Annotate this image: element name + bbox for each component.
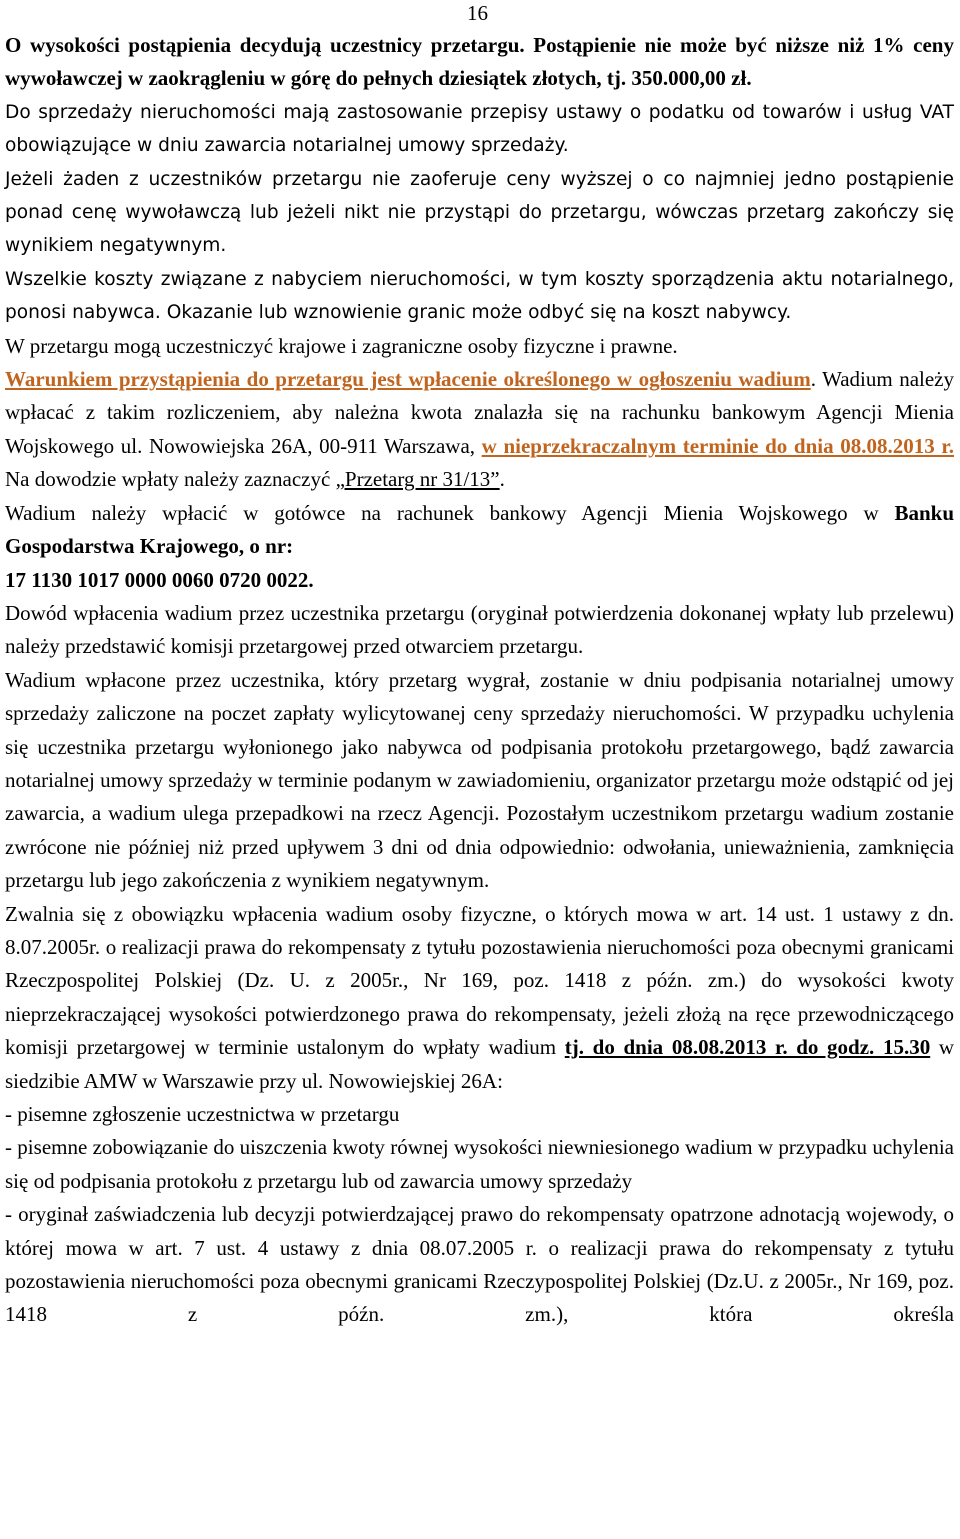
account-number: 17 1130 1017 0000 0060 0720 0022. bbox=[5, 567, 314, 592]
list-item: - pisemne zobowiązanie do uiszczenia kwoty równej wysokości niewniesionego wadium w przypadku uchylenia się od podpisania protokołu z przetargu lub od zawarcia umowy sprzedaży bbox=[5, 1135, 954, 1193]
exemption-deadline: tj. do dnia 08.08.2013 r. do godz. 15.30 bbox=[564, 1035, 931, 1060]
paragraph-exemption: Zwalnia się z obowiązku wpłacenia wadium osoby fizyczne, o których mowa w art. 14 ust. 1 ustawy z dn. 8.07.2005r. o realizacji prawa do rekompensaty z tytułu pozostawienia nieruchomości poza obecnymi granicami Rzeczpospolitej Polskiej (Dz. U. z 2005r., Nr 169, poz. 1418 z późn. zm.) do wysokości kwoty nieprzekraczającej wysokości potwierdzonego prawa do rekompensaty, jeżeli złożą na ręce przewodniczącego komisji przetargowej w terminie ustalonym do wpłaty wadium tj. do dnia 08.08.2013 r. do godz. 15.30 w siedzibie AMW w Warszawie przy ul. Nowowiejskiej 26A: bbox=[5, 901, 955, 1093]
paragraph-participants: W przetargu mogą uczestniczyć krajowe i zagraniczne osoby fizyczne i prawne. bbox=[5, 333, 678, 358]
paragraph-bank-account: Wadium należy wpłacić w gotówce na rachunek bankowy Agencji Mienia Wojskowego w Banku Gospodarstwa Krajowego, o nr: 17 1130 1017 0000 0060 0720 0022. bbox=[5, 500, 954, 592]
paragraph-costs: Wszelkie koszty związane z nabyciem nieruchomości, w tym koszty sporządzenia aktu notarialnego, ponosi nabywca. Okazanie lub wznowienie granic może odbyć się na koszt nabywcy. bbox=[5, 268, 954, 324]
paragraph-vat: Do sprzedaży nieruchomości mają zastosowanie przepisy ustawy o podatku od towarów i usług VAT obowiązujące w dniu zawarcia notarialnej umowy sprzedaży. bbox=[5, 101, 954, 157]
list-item: - oryginał zaświadczenia lub decyzji potwierdzającej prawo do rekompensaty opatrzone adnotacją wojewody, o której mowa w art. 7 ust. 4 ustawy z dnia 08.07.2005 r. o realizacji prawa do rekompensaty z tytułu pozostawienia nieruchomości poza obecnymi granicami Rzeczypospolitej Polskiej (Dz.U. z 2005r., Nr 169, poz. 1418 z późn. zm.), która określa bbox=[5, 1202, 954, 1327]
paragraph-proof-of-payment: Dowód wpłacenia wadium przez uczestnika przetargu (oryginał potwierdzenia dokonanej wpłaty lub przelewu) należy przedstawić komisji przetargowej przed otwarciem przetargu. bbox=[5, 600, 954, 659]
paragraph-wadium-settlement: Wadium wpłacone przez uczestnika, który przetarg wygrał, zostanie w dniu podpisania notarialnej umowy sprzedaży zaliczone na poczet zapłaty wylicytowanej ceny sprzedaży nieruchomości. W przypadku uchylenia się uczestnika przetargu wyłonionego jako nabywca od podpisania protokołu przetargowego, bądź zawarcia notarialnej umowy sprzedaży w terminie podanym w zawiadomieniu, organizator przetargu może odstąpić od jej zawarcia, a wadium ulega przepadkowi na rzecz Agencji. Pozostałym uczestnikom przetargu wadium zostanie zwrócone nie później niż przed upływem 3 dni od dnia odpowiednio: odwołania, unieważnienia, zamknięcia przetargu lub jego zakończenia z wynikiem negatywnym. bbox=[5, 667, 954, 893]
wadium-condition-highlight: Warunkiem przystąpienia do przetargu jest wpłacenie określonego w ogłoszeniu wadium bbox=[5, 367, 811, 392]
page-number: 16 bbox=[467, 1, 488, 25]
paragraph-negative-result: Jeżeli żaden z uczestników przetargu nie zaoferuje ceny wyższej o co najmniej jedno postąpienie ponad cenę wywoławczą lub jeżeli nikt nie przystąpi do przetargu, wówczas przetarg zakończy się wynikiem negatywnym. bbox=[5, 168, 954, 257]
payment-reference: „Przetarg nr 31/13” bbox=[335, 467, 500, 492]
document-body bbox=[5, 29, 954, 1332]
paragraph-postapienie: O wysokości postąpienia decydują uczestnicy przetargu. Postąpienie nie może być niższe niż 1% ceny wywoławczej w zaokrągleniu w górę do pełnych dziesiątek złotych, tj. 350.000,00 zł. bbox=[5, 33, 954, 91]
wadium-deadline: w nieprzekraczalnym terminie do dnia 08.08.2013 r. bbox=[481, 433, 954, 458]
paragraph-wadium-conditions: Warunkiem przystąpienia do przetargu jest wpłacenie określonego w ogłoszeniu wadium. Wadium należy wpłacać z takim rozliczeniem, aby należna kwota znalazła się na rachunku bankowym Agencji Mienia Wojskowego ul. Nowowiejska 26A, 00-911 Warszawa, w nieprzekraczalnym terminie do dnia 08.08.2013 r. Na dowodzie wpłaty należy zaznaczyć „Przetarg nr 31/13”. bbox=[5, 367, 954, 492]
bank-name: Banku Gospodarstwa Krajowego, o nr: bbox=[5, 500, 954, 559]
list-item: - pisemne zgłoszenie uczestnictwa w przetargu bbox=[5, 1102, 400, 1126]
